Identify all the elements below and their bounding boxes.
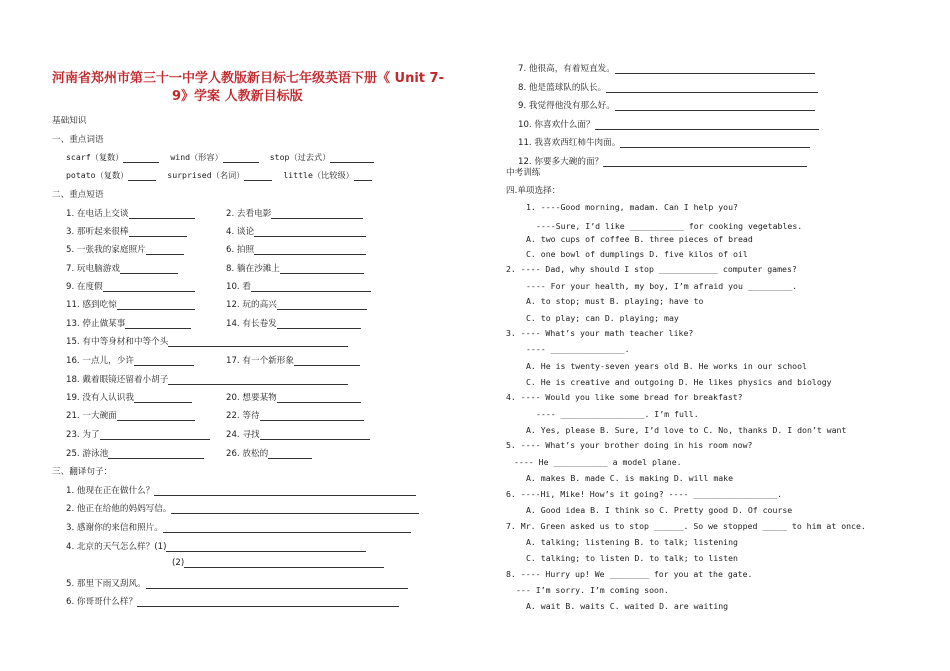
translate-item: 6. 你哥哥什么样？ (66, 595, 399, 607)
phrase-item: 5. 一张我的家庭照片 (66, 243, 184, 255)
doc-title-line1: 河南省郑州市第三十一中学人教版新目标七年级英语下册《 Unit 7- (52, 71, 444, 86)
phrase-item: 9. 在度假 (66, 280, 195, 292)
section-4-heading: 四.单项选择： (506, 186, 561, 196)
phrase-item: 26. 放松的 (226, 447, 312, 459)
word-stop: stop（过去式） (269, 152, 331, 162)
exam-heading: 中考训练 (506, 168, 541, 178)
phrase-item: 18. 戴着眼镜还留着小胡子 (66, 373, 348, 385)
translate-item: (2) (172, 558, 384, 568)
question-line: ----Sure, I’d like ___________ for cooking vegetables. (536, 221, 803, 231)
phrase-item: 22. 等待 (226, 409, 364, 421)
option-line: A. makes B. made C. is making D. will make (526, 473, 734, 483)
translate-item: 12. 你要多大碗的面？ (518, 155, 807, 167)
question-line: 7. Mr. Green asked us to stop ______. So we stopped _____ to him at once. (506, 521, 866, 531)
answer-line[interactable] (354, 171, 372, 181)
phrase-item: 13. 停止做某事 (66, 317, 191, 329)
option-line: C. one bowl of dumplings D. five kilos of oil (526, 249, 748, 259)
phrase-item: 10. 看 (226, 280, 371, 292)
question-line: ---- _________________. I’m full. (536, 409, 699, 419)
phrase-item: 1. 在电话上交谈 (66, 207, 195, 219)
section-1-heading: 一、重点词语 (52, 135, 104, 145)
word-little: little（比较级） (283, 170, 354, 180)
option-line: A. wait B. waits C. waited D. are waiting (526, 601, 729, 611)
phrase-item: 12. 玩的高兴 (226, 298, 367, 310)
phrase-item: 11. 感到吃惊 (66, 298, 195, 310)
answer-line[interactable] (123, 153, 159, 163)
answer-line[interactable] (330, 153, 374, 163)
phrase-item: 19. 没有人认识我 (66, 391, 192, 403)
answer-line[interactable] (128, 171, 156, 181)
option-line: A. talking; listening B. to talk; listening (526, 537, 738, 547)
question-line: 5. ---- What’s your brother doing in his room now? (506, 440, 753, 450)
phrase-item: 16. 一点儿，少许 (66, 354, 194, 366)
translate-item: 5. 那里下雨又刮风。 (66, 577, 408, 589)
translate-item: 4. 北京的天气怎么样？(1) (66, 540, 366, 552)
phrase-item: 6. 拍照 (226, 243, 366, 255)
option-line: A. to stop; must B. playing; have to (526, 296, 704, 306)
question-line: 4. ---- Would you like some bread for breakfast? (506, 392, 743, 402)
question-line: 8. ---- Hurry up! We ________ for you at the gate. (506, 569, 753, 579)
question-line: 6. ----Hi, Mike! How’s it going? ---- _________________. (506, 489, 783, 499)
option-line: A. two cups of coffee B. three pieces of bread (526, 234, 753, 244)
phrase-item: 14. 有长卷发 (226, 317, 361, 329)
option-line: C. to play; can D. playing; may (526, 313, 679, 323)
question-line: 1. ----Good morning, madam. Can I help you? (526, 202, 738, 212)
option-line: A. Yes, please B. Sure, I’d love to C. No, thanks D. I don’t want (526, 425, 847, 435)
phrase-item: 15. 有中等身材和中等个头 (66, 335, 348, 347)
option-line: C. He is creative and outgoing D. He likes physics and biology (526, 377, 832, 387)
option-line: A. He is twenty-seven years old B. He works in our school (526, 361, 807, 371)
words-row-1 (66, 152, 374, 163)
word-scarf: scarf（复数） (66, 152, 124, 162)
translate-item: 10. 你喜欢什么面？ (518, 118, 819, 130)
phrase-item: 4. 谈论 (226, 225, 366, 237)
phrase-item: 2. 去看电影 (226, 207, 363, 219)
word-potato: potato（复数） (66, 170, 129, 180)
question-line: --- I’m sorry. I’m coming soon. (516, 585, 669, 595)
answer-line[interactable] (223, 153, 259, 163)
phrase-item: 23. 为了 (66, 428, 210, 440)
question-line: ---- _______________. (526, 344, 630, 354)
translate-item: 2. 他正在给他的妈妈写信。 (66, 502, 419, 514)
option-line: C. talking; to listen D. to talk; to listen (526, 553, 738, 563)
question-line: ---- For your health, my boy, I’m afraid you _________. (526, 281, 798, 291)
section-basic: 基础知识 (52, 116, 87, 126)
phrase-item: 7. 玩电脑游戏 (66, 262, 178, 274)
question-line: ---- He ___________ a model plane. (514, 457, 682, 467)
translate-item: 9. 我觉得他没有那么好。 (518, 99, 815, 111)
question-line: 3. ---- What’s your math teacher like? (506, 328, 694, 338)
phrase-item: 21. 一大碗面 (66, 409, 195, 421)
phrase-item: 8. 躺在沙滩上 (226, 262, 364, 274)
phrase-item: 20. 想要某物 (226, 391, 361, 403)
word-wind: wind（形容） (170, 152, 223, 162)
translate-item: 1. 他现在正在做什么？ (66, 484, 416, 496)
word-surprised: surprised（名词） (167, 170, 245, 180)
translate-item: 3. 感谢你的来信和照片。 (66, 521, 411, 533)
section-2-heading: 二、重点短语 (52, 190, 104, 200)
phrase-item: 25. 游泳池 (66, 447, 204, 459)
phrase-item: 17. 有一个新形象 (226, 354, 360, 366)
phrase-item: 24. 寻找 (226, 428, 370, 440)
doc-title-line2: 9》学案 人教新目标版 (172, 89, 303, 104)
translate-item: 8. 他是篮球队的队长。 (518, 81, 818, 93)
translate-item: 11. 我喜欢西红柿牛肉面。 (518, 136, 810, 148)
words-row-2 (66, 170, 372, 181)
translate-item: 7. 他很高，有着短直发。 (518, 62, 815, 74)
phrase-item: 3. 那听起来很棒 (66, 225, 187, 237)
option-line: A. Good idea B. I think so C. Pretty good D. Of course (526, 505, 793, 515)
question-line: 2. ---- Dad, why should I stop ____________ computer games? (506, 264, 797, 274)
section-3-heading: 三、翻译句子： (52, 467, 113, 477)
answer-line[interactable] (244, 171, 272, 181)
